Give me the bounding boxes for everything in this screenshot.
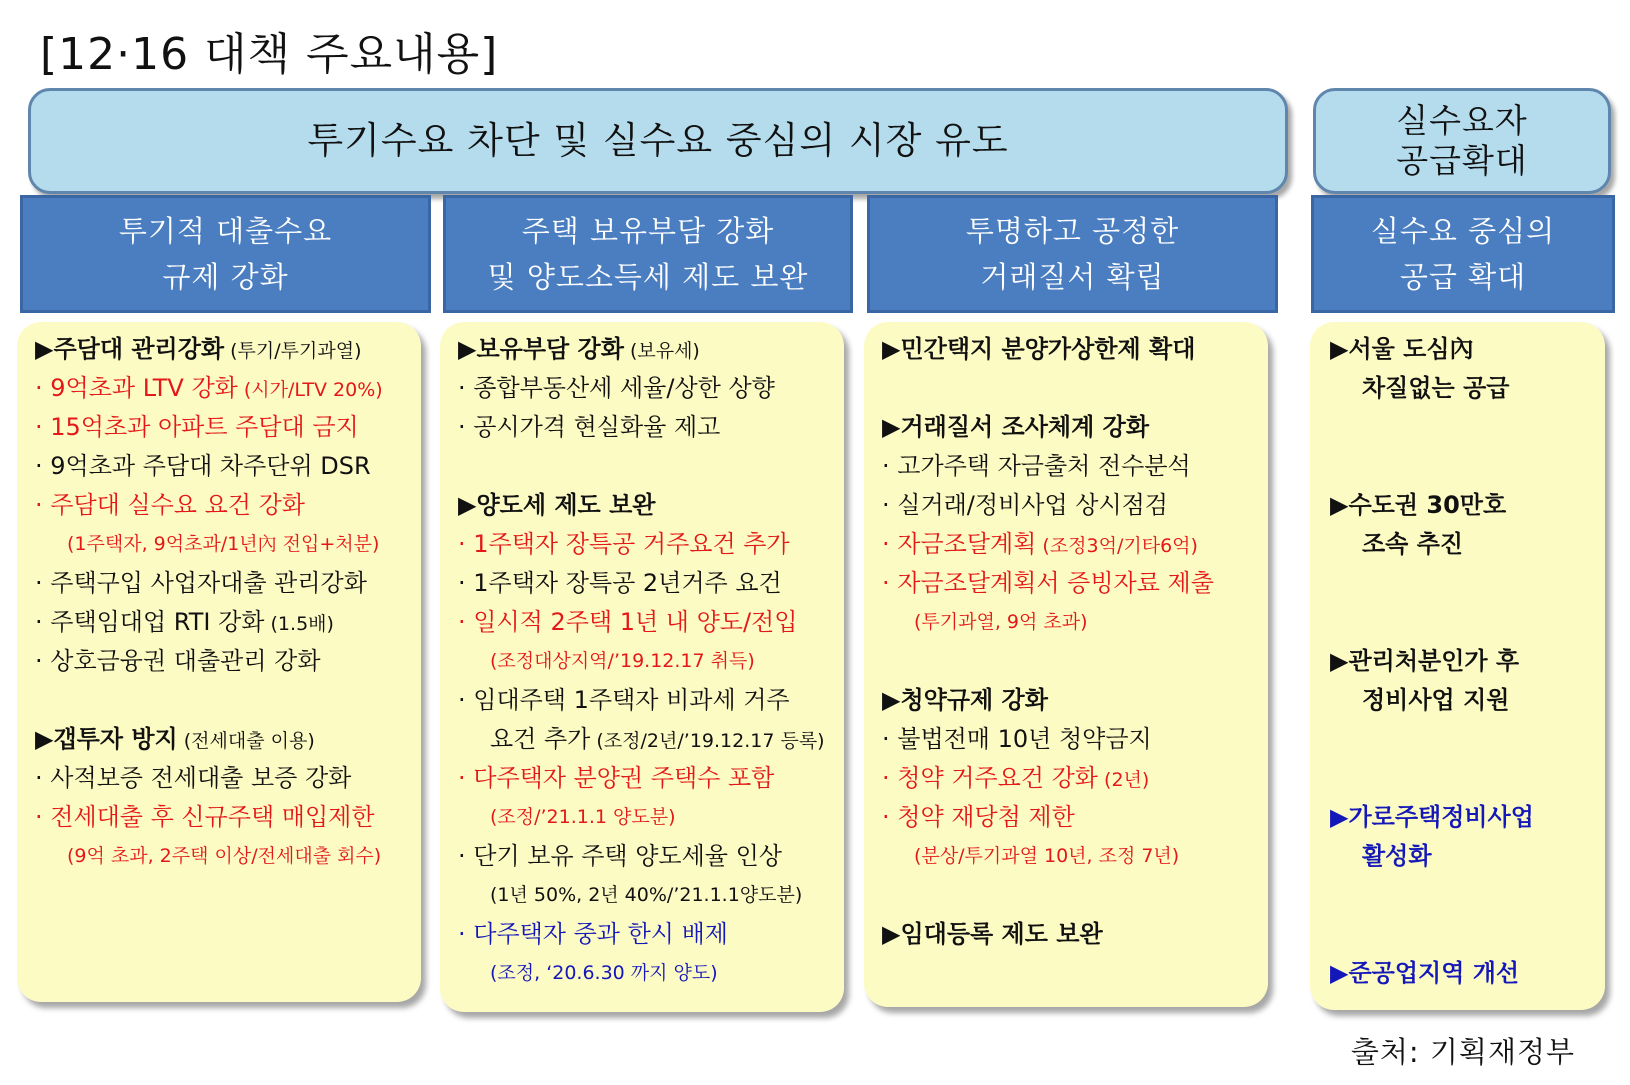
card-line xyxy=(35,759,409,798)
card-line xyxy=(458,408,832,447)
card-line-text: · 1주택자 장특공 2년거주 요건 xyxy=(458,569,782,597)
column-header-line: 투명하고 공정한 xyxy=(965,214,1180,248)
card-line xyxy=(1330,798,1593,837)
card-line xyxy=(35,369,409,408)
card-line-text: ▶주담대 관리강화 xyxy=(35,335,225,363)
card-line-text: (조정/’21.1.1 양도분) xyxy=(490,806,676,828)
card-line-note: (시가/LTV 20%) xyxy=(237,379,383,401)
card-line xyxy=(35,837,409,876)
card-line xyxy=(882,564,1256,603)
card-line xyxy=(35,447,409,486)
card-line-text: ▶청약규제 강화 xyxy=(882,686,1048,714)
card-line xyxy=(458,369,832,408)
column-header-line: 투기적 대출수요 xyxy=(118,214,333,248)
card-line-text: ▶가로주택정비사업 xyxy=(1330,803,1534,831)
card-line-text: 정비사업 지원 xyxy=(1362,686,1510,714)
card-line-text: · 고가주택 자금출처 전수분석 xyxy=(882,452,1191,480)
main-objective-text: 투기수요 차단 및 실수요 중심의 시장 유도 xyxy=(307,118,1009,162)
column-header-line: 주택 보유부담 강화 xyxy=(521,214,775,248)
card-line xyxy=(458,837,832,876)
card-line xyxy=(1330,876,1593,954)
card-line xyxy=(458,915,832,954)
card-line-text: (9억 초과, 2주택 이상/전세대출 회수) xyxy=(67,845,382,867)
card-line-text: · 1주택자 장특공 거주요건 추가 xyxy=(458,530,790,558)
card-line-note: (2년) xyxy=(1098,769,1150,791)
card-line-text: (1주택자, 9억초과/1년內 전입+처분) xyxy=(67,533,380,555)
card-line xyxy=(1330,681,1593,720)
card-line-text: · 일시적 2주택 1년 내 양도/전입 xyxy=(458,608,798,636)
card-tax xyxy=(440,322,844,1012)
page-title: [12·16 대책 주요내용] xyxy=(40,29,499,80)
card-line xyxy=(882,915,1256,954)
card-line xyxy=(458,447,832,486)
card-line-text: · 다주택자 분양권 주택수 포함 xyxy=(458,764,775,792)
card-line xyxy=(1330,408,1593,486)
card-line-note: (1.5배) xyxy=(264,613,334,635)
card-line xyxy=(882,798,1256,837)
card-line-text: ▶관리처분인가 후 xyxy=(1330,647,1520,675)
card-line xyxy=(35,408,409,447)
column-header-supply xyxy=(1311,195,1615,313)
card-line xyxy=(1330,525,1593,564)
card-line xyxy=(882,408,1256,447)
card-line xyxy=(35,798,409,837)
card-line xyxy=(35,642,409,681)
card-line xyxy=(1330,330,1593,369)
card-line-text: ▶준공업지역 개선 xyxy=(1330,959,1520,987)
card-line xyxy=(458,564,832,603)
card-line-text: · 전세대출 후 신규주택 매입제한 xyxy=(35,803,375,831)
column-header-line: 공급 확대 xyxy=(1399,260,1527,294)
card-line-text: · 단기 보유 주택 양도세율 인상 xyxy=(458,842,782,870)
supply-banner-line-1: 실수요자 xyxy=(1396,101,1528,141)
card-line-text: · 실거래/정비사업 상시점검 xyxy=(882,491,1168,519)
card-line xyxy=(882,369,1256,408)
column-header-line: 및 양도소득세 제도 보완 xyxy=(487,260,809,294)
card-line xyxy=(458,330,832,369)
card-line xyxy=(1330,564,1593,642)
card-line-text: · 9억초과 LTV 강화 xyxy=(35,374,238,402)
card-line-text: ▶민간택지 분양가상한제 확대 xyxy=(882,335,1196,363)
card-line-text: 활성화 xyxy=(1362,842,1432,870)
card-line xyxy=(1330,720,1593,798)
card-line-text: · 주담대 실수요 요건 강화 xyxy=(35,491,305,519)
card-line xyxy=(35,720,409,759)
card-line-text: ▶수도권 30만호 xyxy=(1330,491,1507,519)
card-line xyxy=(882,603,1256,642)
card-line-text: ▶서울 도심內 xyxy=(1330,335,1474,363)
column-header-line: 규제 강화 xyxy=(162,260,289,294)
supply-banner-text xyxy=(1396,101,1528,180)
card-line xyxy=(458,486,832,525)
card-line-text: · 자금조달계획서 증빙자료 제출 xyxy=(882,569,1214,597)
card-line xyxy=(458,681,832,720)
card-line xyxy=(882,330,1256,369)
card-line-text: · 자금조달계획 xyxy=(882,530,1037,558)
card-line-text: · 주택구입 사업자대출 관리강화 xyxy=(35,569,367,597)
card-line xyxy=(458,525,832,564)
card-line xyxy=(882,525,1256,564)
column-header-trade xyxy=(867,195,1278,313)
card-line xyxy=(1330,486,1593,525)
card-line xyxy=(882,876,1256,915)
card-line xyxy=(35,603,409,642)
source-note: 출처: 기획재정부 xyxy=(1350,1035,1575,1069)
card-loan xyxy=(17,322,421,1002)
card-line xyxy=(35,525,409,564)
card-line-text: · 15억초과 아파트 주담대 금지 xyxy=(35,413,359,441)
card-line-text: (투기과열, 9억 초과) xyxy=(914,611,1088,633)
card-line xyxy=(882,486,1256,525)
card-line xyxy=(458,720,832,759)
card-line xyxy=(1330,954,1593,993)
card-line xyxy=(35,486,409,525)
card-line-text: (조정, ‘20.6.30 까지 양도) xyxy=(490,962,718,984)
card-line xyxy=(458,876,832,915)
card-line xyxy=(882,837,1256,876)
card-line-note: (조정3억/기타6억) xyxy=(1036,535,1198,557)
card-line-text: ▶양도세 제도 보완 xyxy=(458,491,656,519)
card-line xyxy=(882,642,1256,681)
card-line xyxy=(458,798,832,837)
card-line xyxy=(882,759,1256,798)
card-line-text: ▶보유부담 강화 xyxy=(458,335,624,363)
card-line-text: · 청약 거주요건 강화 xyxy=(882,764,1098,792)
supply-banner xyxy=(1313,88,1611,194)
card-line-text: · 주택임대업 RTI 강화 xyxy=(35,608,265,636)
card-line-text: (조정대상지역/’19.12.17 취득) xyxy=(490,650,755,672)
card-line-text: · 불법전매 10년 청약금지 xyxy=(882,725,1152,753)
card-line-note: (조정/2년/’19.12.17 등록) xyxy=(590,730,825,752)
column-header-line: 거래질서 확립 xyxy=(980,260,1165,294)
card-line-note: (투기/투기과열) xyxy=(224,340,362,362)
card-line-text: ▶거래질서 조사체계 강화 xyxy=(882,413,1150,441)
card-line xyxy=(458,954,832,993)
card-line xyxy=(1330,642,1593,681)
card-line xyxy=(35,564,409,603)
card-line xyxy=(1330,369,1593,408)
column-header-line: 실수요 중심의 xyxy=(1370,214,1556,248)
card-line-text: 요건 추가 xyxy=(490,725,591,753)
card-line-text: · 사적보증 전세대출 보증 강화 xyxy=(35,764,352,792)
card-line xyxy=(458,603,832,642)
card-line xyxy=(458,759,832,798)
card-line xyxy=(882,447,1256,486)
card-line xyxy=(458,642,832,681)
card-line-text: 차질없는 공급 xyxy=(1362,374,1510,402)
card-line xyxy=(1330,837,1593,876)
card-line-text: · 상호금융권 대출관리 강화 xyxy=(35,647,321,675)
card-line-text: (1년 50%, 2년 40%/’21.1.1양도분) xyxy=(490,884,803,906)
card-trade xyxy=(864,322,1268,1007)
card-line-text: · 종합부동산세 세율/상한 상향 xyxy=(458,374,775,402)
card-supply xyxy=(1310,322,1605,1010)
column-header-loan xyxy=(20,195,431,313)
card-line-text: (분상/투기과열 10년, 조정 7년) xyxy=(914,845,1180,867)
card-line-text: 조속 추진 xyxy=(1362,530,1464,558)
card-line xyxy=(882,681,1256,720)
card-line-text: · 공시가격 현실화율 제고 xyxy=(458,413,721,441)
supply-banner-line-2: 공급확대 xyxy=(1396,141,1528,180)
main-objective-banner xyxy=(28,88,1288,194)
card-line-text: ▶임대등록 제도 보완 xyxy=(882,920,1103,948)
card-line-text: ▶갭투자 방지 xyxy=(35,725,178,753)
card-line xyxy=(35,330,409,369)
column-header-tax xyxy=(443,195,853,313)
card-line xyxy=(882,720,1256,759)
card-line-text: · 임대주택 1주택자 비과세 거주 xyxy=(458,686,790,714)
card-line-note: (전세대출 이용) xyxy=(177,730,315,752)
card-line-text: · 청약 재당첨 제한 xyxy=(882,803,1075,831)
card-line-note: (보유세) xyxy=(623,340,700,362)
card-line-text: · 9억초과 주담대 차주단위 DSR xyxy=(35,452,371,480)
card-line-text: · 다주택자 중과 한시 배제 xyxy=(458,920,728,948)
card-line xyxy=(35,681,409,720)
